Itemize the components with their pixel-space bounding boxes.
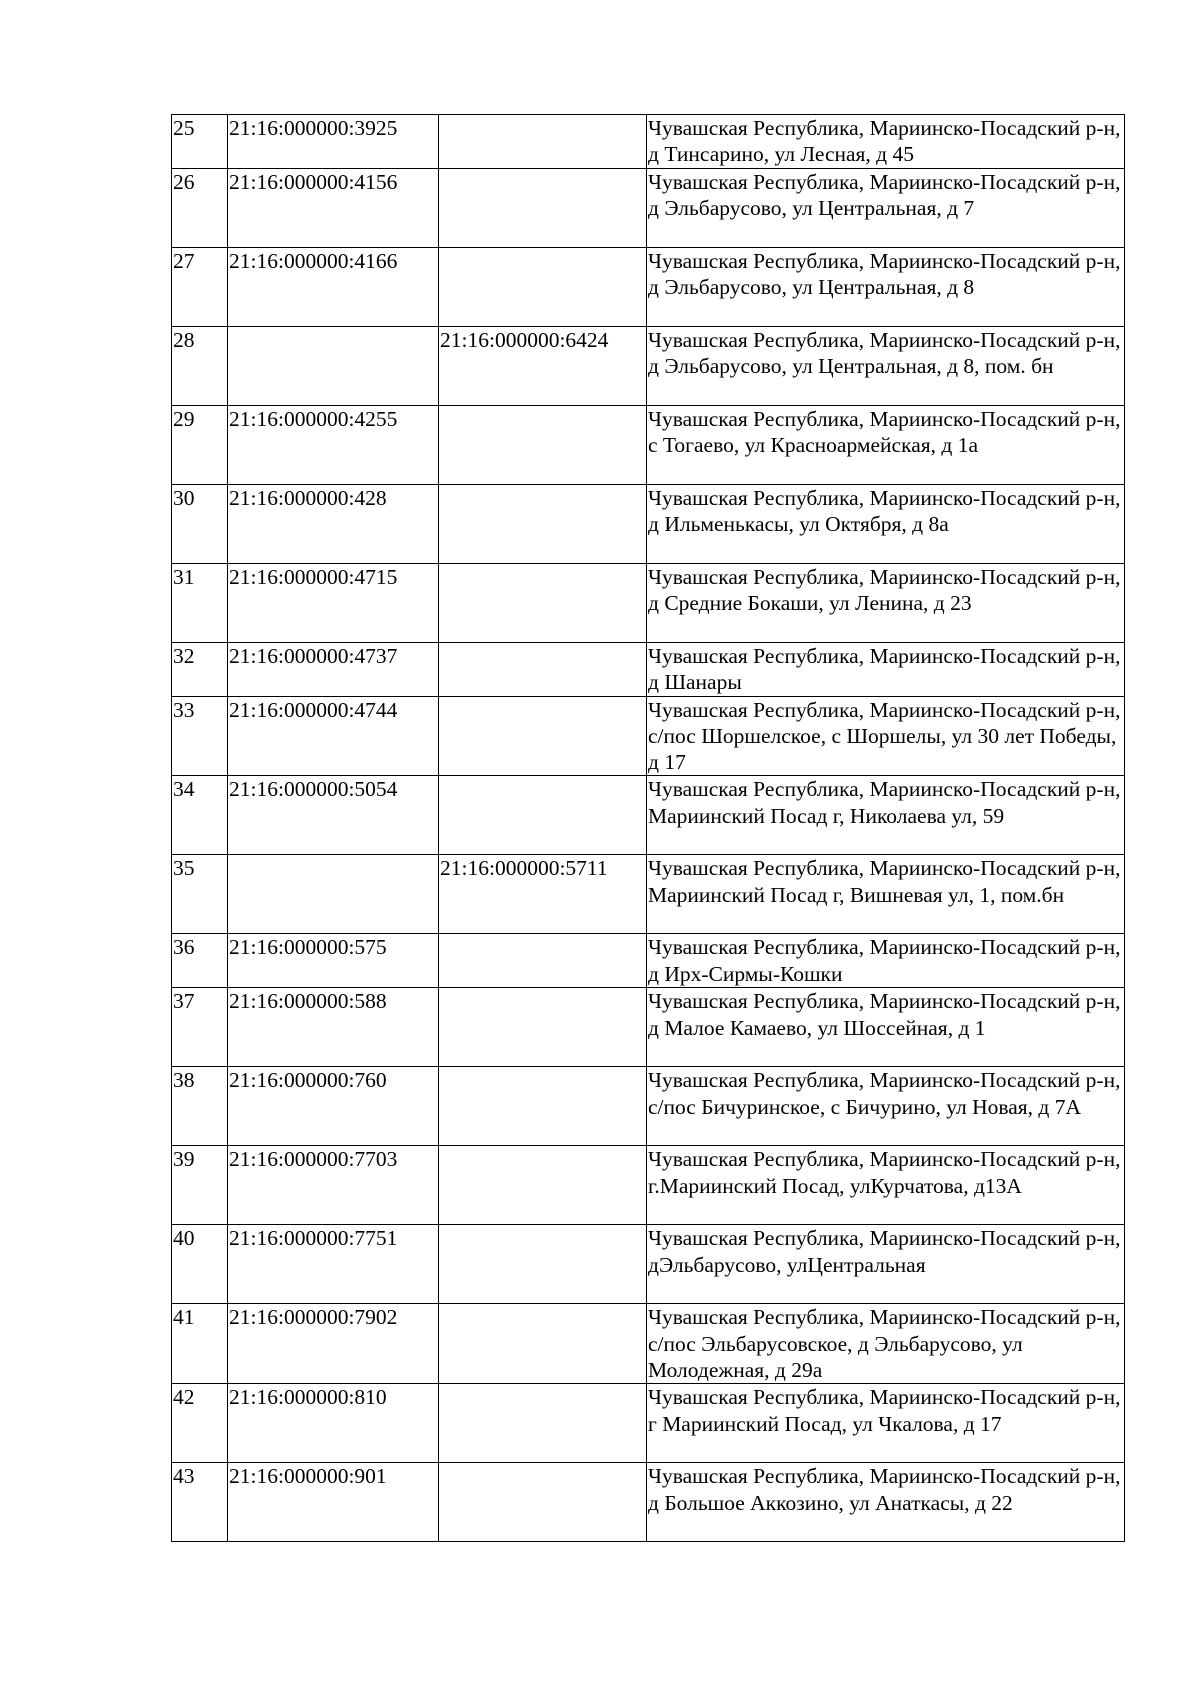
row-number-cell: 41 [172,1304,228,1384]
table-row [172,1067,1125,1146]
address-cell: Чувашская Республика, Мариинско-Посадский р-н, с/пос Бичуринское, с Бичурино, ул Новая, д 7А [647,1067,1125,1146]
address-cell: Чувашская Республика, Мариинско-Посадский р-н, с/пос Шоршелское, с Шоршелы, ул 30 лет Победы, д 17 [647,696,1125,776]
row-number-cell: 26 [172,168,228,247]
land-cadastral-number-cell: 21:16:000000:5054 [228,776,439,855]
table-row [172,1384,1125,1463]
land-cadastral-number-cell: 21:16:000000:4737 [228,642,439,696]
room-cadastral-number-cell [439,1225,647,1304]
land-cadastral-number-cell: 21:16:000000:7703 [228,1146,439,1225]
room-cadastral-number-cell [439,484,647,563]
address-cell: Чувашская Республика, Мариинско-Посадский р-н, г Мариинский Посад, ул Чкалова, д 17 [647,1384,1125,1463]
table-row [172,1146,1125,1225]
table-row [172,168,1125,247]
table-row [172,247,1125,326]
room-cadastral-number-cell [439,776,647,855]
row-number-cell: 31 [172,563,228,642]
room-cadastral-number-cell [439,934,647,988]
table-row [172,776,1125,855]
table-row [172,1463,1125,1542]
row-number-cell: 32 [172,642,228,696]
registry-table-body [172,115,1125,1542]
room-cadastral-number-cell [439,1304,647,1384]
address-cell: Чувашская Республика, Мариинско-Посадский р-н, д Тинсарино, ул Лесная, д 45 [647,115,1125,169]
address-cell: Чувашская Республика, Мариинско-Посадский р-н, Мариинский Посад г, Вишневая ул, 1, пом.бн [647,855,1125,934]
land-cadastral-number-cell: 21:16:000000:4744 [228,696,439,776]
row-number-cell: 43 [172,1463,228,1542]
table-row [172,988,1125,1067]
table-row [172,563,1125,642]
room-cadastral-number-cell [439,642,647,696]
land-cadastral-number-cell: 21:16:000000:4156 [228,168,439,247]
table-row [172,405,1125,484]
room-cadastral-number-cell [439,247,647,326]
table-row [172,642,1125,696]
row-number-cell: 30 [172,484,228,563]
room-cadastral-number-cell [439,168,647,247]
table-row [172,484,1125,563]
land-cadastral-number-cell: 21:16:000000:7902 [228,1304,439,1384]
row-number-cell: 28 [172,326,228,405]
row-number-cell: 37 [172,988,228,1067]
land-cadastral-number-cell: 21:16:000000:760 [228,1067,439,1146]
address-cell: Чувашская Республика, Мариинско-Посадский р-н, дЭльбарусово, улЦентральная [647,1225,1125,1304]
address-cell: Чувашская Республика, Мариинско-Посадский р-н, д Средние Бокаши, ул Ленина, д 23 [647,563,1125,642]
address-cell: Чувашская Республика, Мариинско-Посадский р-н, д Эльбарусово, ул Центральная, д 7 [647,168,1125,247]
address-cell: Чувашская Республика, Мариинско-Посадский р-н, д Шанары [647,642,1125,696]
address-cell: Чувашская Республика, Мариинско-Посадский р-н, д Большое Аккозино, ул Анаткасы, д 22 [647,1463,1125,1542]
address-cell: Чувашская Республика, Мариинско-Посадский р-н, с/пос Эльбарусовское, д Эльбарусово, ул Молодежная, д 29а [647,1304,1125,1384]
table-row [172,696,1125,776]
row-number-cell: 36 [172,934,228,988]
address-cell: Чувашская Республика, Мариинско-Посадский р-н, с Тогаево, ул Красноармейская, д 1а [647,405,1125,484]
land-cadastral-number-cell: 21:16:000000:4166 [228,247,439,326]
land-cadastral-number-cell: 21:16:000000:428 [228,484,439,563]
row-number-cell: 27 [172,247,228,326]
room-cadastral-number-cell [439,1067,647,1146]
registry-table [171,114,1125,1542]
land-cadastral-number-cell: 21:16:000000:810 [228,1384,439,1463]
room-cadastral-number-cell [439,1146,647,1225]
address-cell: Чувашская Республика, Мариинско-Посадский р-н, г.Мариинский Посад, улКурчатова, д13А [647,1146,1125,1225]
land-cadastral-number-cell: 21:16:000000:4715 [228,563,439,642]
land-cadastral-number-cell: 21:16:000000:3925 [228,115,439,169]
row-number-cell: 40 [172,1225,228,1304]
address-cell: Чувашская Республика, Мариинско-Посадский р-н, д Ирх-Сирмы-Кошки [647,934,1125,988]
land-cadastral-number-cell: 21:16:000000:901 [228,1463,439,1542]
room-cadastral-number-cell [439,1463,647,1542]
room-cadastral-number-cell [439,405,647,484]
table-row [172,326,1125,405]
land-cadastral-number-cell: 21:16:000000:575 [228,934,439,988]
land-cadastral-number-cell: 21:16:000000:588 [228,988,439,1067]
address-cell: Чувашская Республика, Мариинско-Посадский р-н, д Малое Камаево, ул Шоссейная, д 1 [647,988,1125,1067]
address-cell: Чувашская Республика, Мариинско-Посадский р-н, д Эльбарусово, ул Центральная, д 8, пом. бн [647,326,1125,405]
room-cadastral-number-cell [439,115,647,169]
land-cadastral-number-cell [228,855,439,934]
table-row [172,1304,1125,1384]
land-cadastral-number-cell: 21:16:000000:7751 [228,1225,439,1304]
row-number-cell: 25 [172,115,228,169]
address-cell: Чувашская Республика, Мариинско-Посадский р-н, д Эльбарусово, ул Центральная, д 8 [647,247,1125,326]
address-cell: Чувашская Республика, Мариинско-Посадский р-н, д Ильменькасы, ул Октября, д 8а [647,484,1125,563]
table-row [172,1225,1125,1304]
land-cadastral-number-cell [228,326,439,405]
room-cadastral-number-cell [439,988,647,1067]
table-row [172,855,1125,934]
table-row [172,934,1125,988]
room-cadastral-number-cell [439,696,647,776]
row-number-cell: 38 [172,1067,228,1146]
row-number-cell: 29 [172,405,228,484]
row-number-cell: 34 [172,776,228,855]
room-cadastral-number-cell: 21:16:000000:5711 [439,855,647,934]
room-cadastral-number-cell: 21:16:000000:6424 [439,326,647,405]
table-row [172,115,1125,169]
row-number-cell: 42 [172,1384,228,1463]
row-number-cell: 35 [172,855,228,934]
row-number-cell: 39 [172,1146,228,1225]
room-cadastral-number-cell [439,1384,647,1463]
row-number-cell: 33 [172,696,228,776]
room-cadastral-number-cell [439,563,647,642]
address-cell: Чувашская Республика, Мариинско-Посадский р-н, Мариинский Посад г, Николаева ул, 59 [647,776,1125,855]
land-cadastral-number-cell: 21:16:000000:4255 [228,405,439,484]
